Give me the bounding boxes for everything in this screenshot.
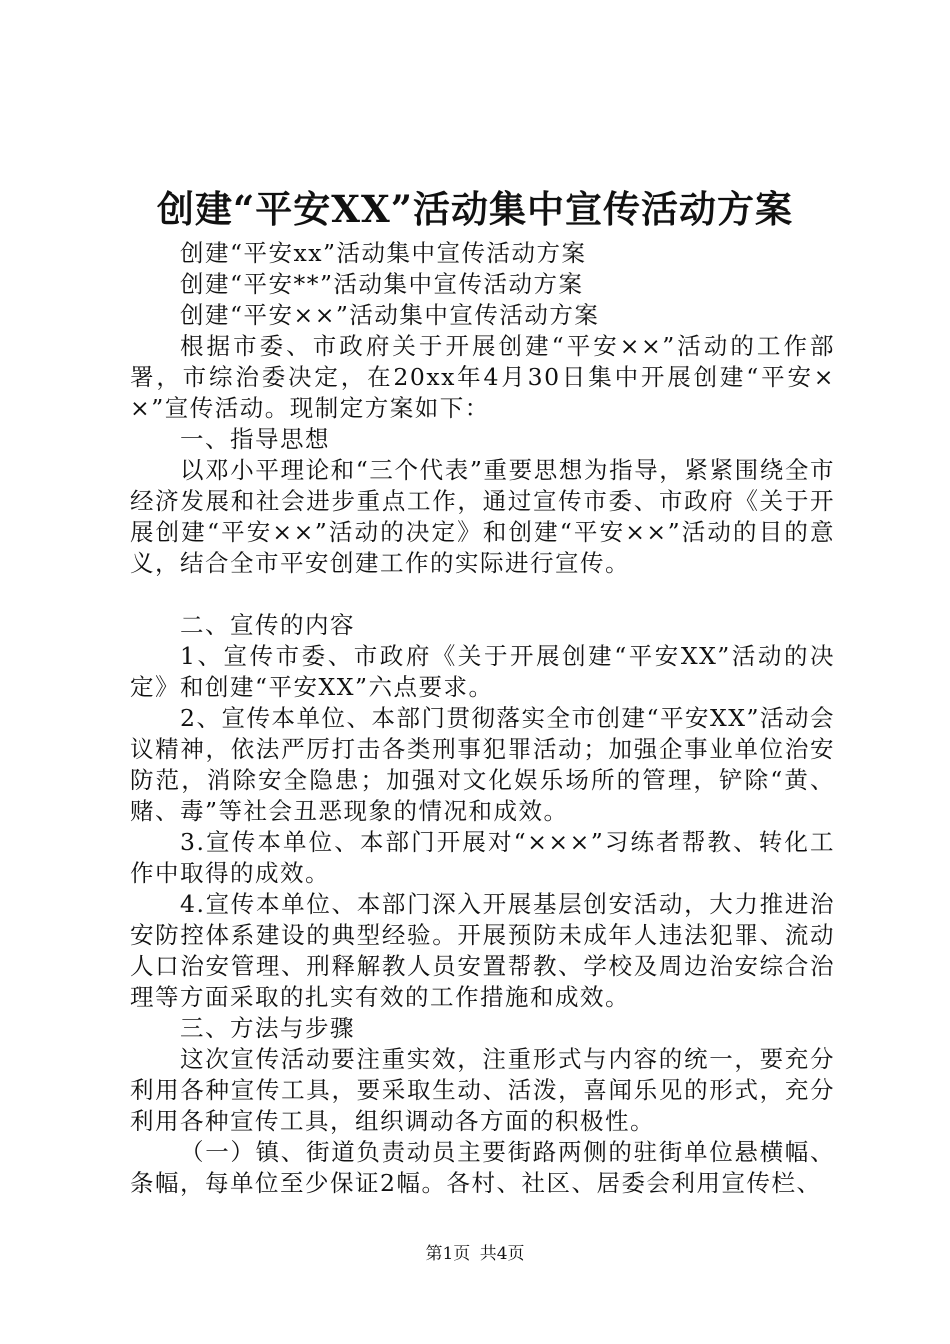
paragraph-content-3: 3.宣传本单位、本部门开展对“×××”习练者帮教、转化工作中取得的成效。 [130, 828, 835, 887]
page-footer [0, 1242, 950, 1266]
section-heading-guiding-thought: 一、指导思想 [180, 425, 330, 453]
page-number: 第1页 [425, 1244, 471, 1264]
page-total: 共4页 [479, 1244, 525, 1264]
section-heading-content: 二、宣传的内容 [180, 611, 355, 639]
paragraph-alt-title-2: 创建“平安**”活动集中宣传活动方案 [180, 270, 584, 298]
paragraph-guiding-thought: 以邓小平理论和“三个代表”重要思想为指导，紧紧围绕全市经济发展和社会进步重点工作，通过宣传市委、市政府《关于开展创建“平安××”活动的决定》和创建“平安××”活动的目的意义，结合全市平安创建工作的实际进行宣传。 [130, 456, 835, 577]
paragraph-methods-step-1: （一）镇、街道负责动员主要街路两侧的驻街单位悬横幅、条幅，每单位至少保证2幅。各村、社区、居委会利用宣传栏、 [130, 1138, 835, 1197]
paragraph-content-2: 2、宣传本单位、本部门贯彻落实全市创建“平安XX”活动会议精神，依法严厉打击各类刑事犯罪活动；加强企事业单位治安防范，消除安全隐患；加强对文化娱乐场所的管理，铲除“黄、赌、毒”等社会丑恶现象的情况和成效。 [130, 704, 835, 825]
paragraph-alt-title-3: 创建“平安××”活动集中宣传活动方案 [180, 301, 600, 329]
paragraph-alt-title-1: 创建“平安xx”活动集中宣传活动方案 [180, 239, 587, 267]
section-heading-methods: 三、方法与步骤 [180, 1014, 355, 1042]
document-body [130, 238, 835, 1199]
paragraph-content-4: 4.宣传本单位、本部门深入开展基层创安活动，大力推进治安防控体系建设的典型经验。开展预防未成年人违法犯罪、流动人口治安管理、刑释解教人员安置帮教、学校及周边治安综合治理等方面采取的扎实有效的工作措施和成效。 [130, 890, 835, 1011]
paragraph-intro: 根据市委、市政府关于开展创建“平安××”活动的工作部署，市综治委决定，在20xx年4月30日集中开展创建“平安××”宣传活动。现制定方案如下： [130, 332, 835, 422]
blank-line [130, 579, 835, 610]
paragraph-content-1: 1、宣传市委、市政府《关于开展创建“平安XX”活动的决定》和创建“平安XX”六点要求。 [130, 642, 835, 701]
paragraph-methods: 这次宣传活动要注重实效，注重形式与内容的统一，要充分利用各种宣传工具，要采取生动、活泼，喜闻乐见的形式，充分利用各种宣传工具，组织调动各方面的积极性。 [130, 1045, 835, 1135]
document-title: 创建“平安XX”活动集中宣传活动方案 [157, 187, 793, 231]
